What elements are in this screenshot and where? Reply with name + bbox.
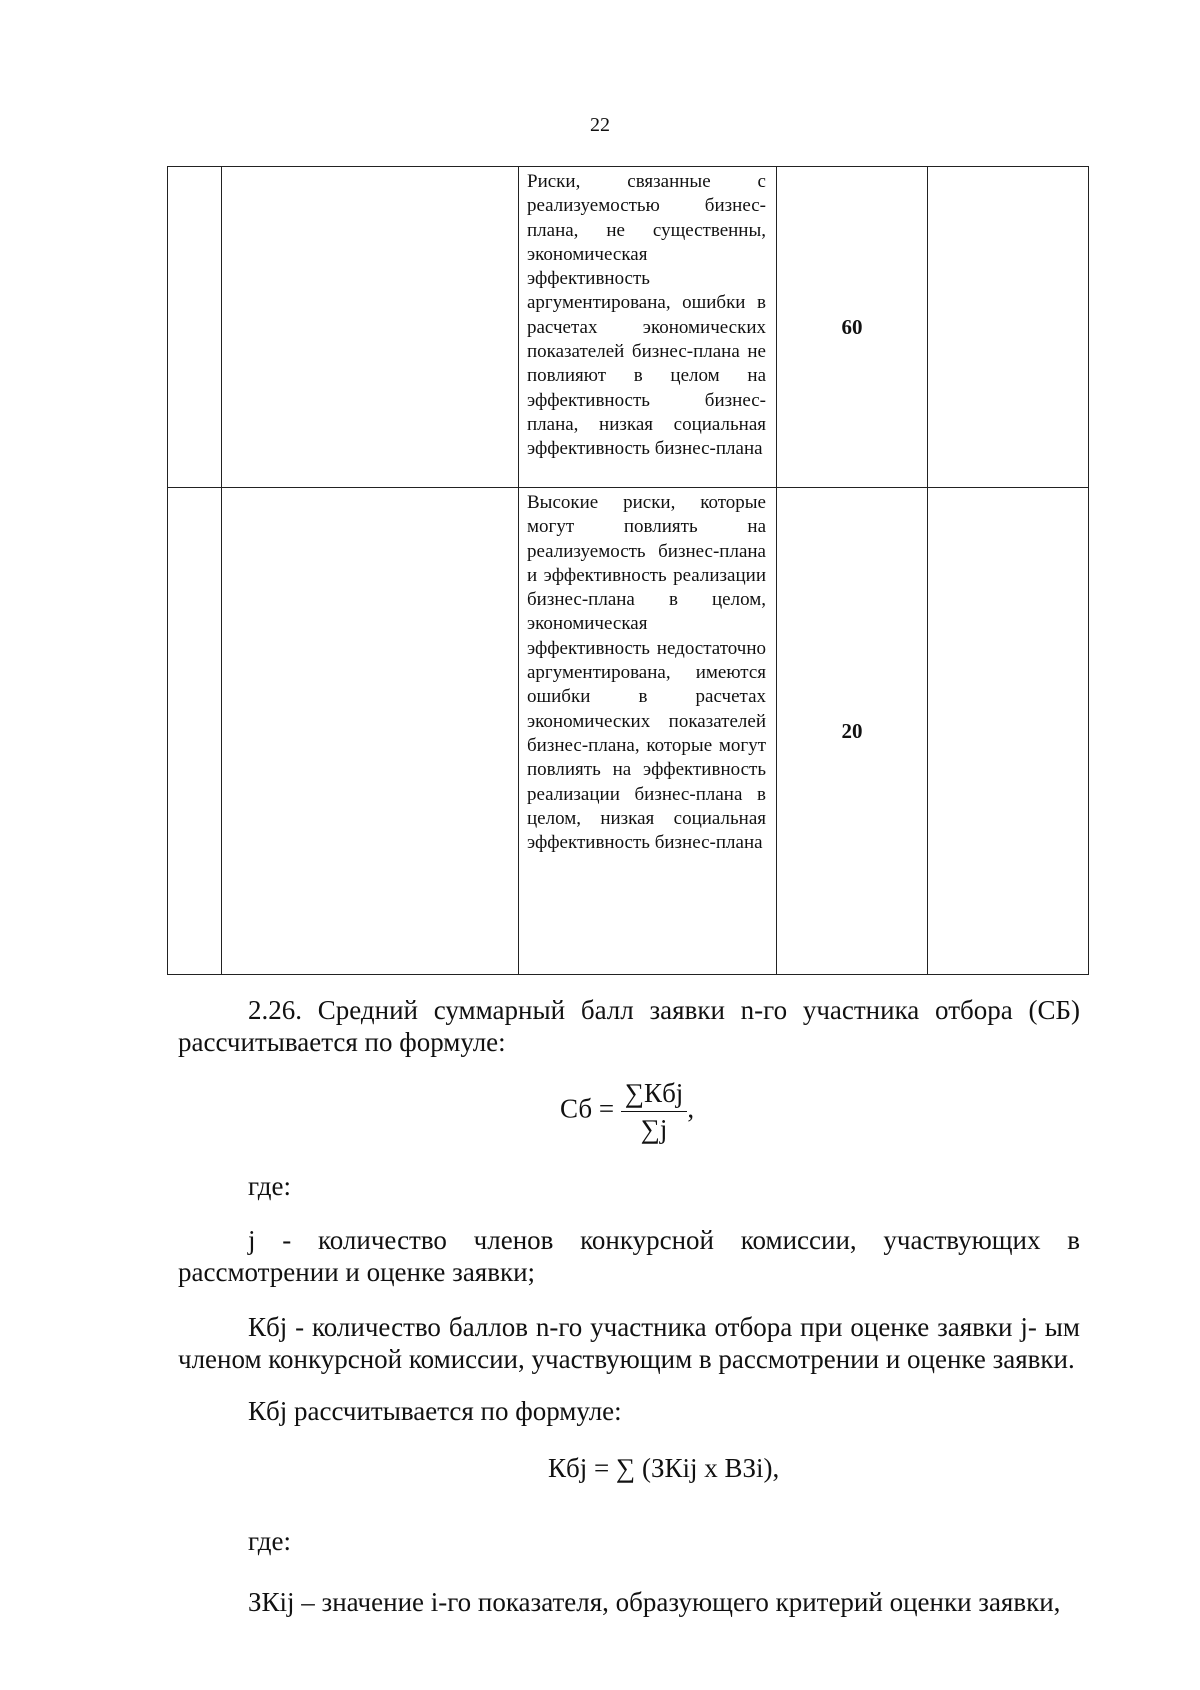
table-cell-weight [928, 167, 1089, 488]
table-row [168, 488, 1089, 975]
row-score: 20 [777, 488, 928, 975]
formula-fraction [621, 1078, 688, 1145]
table-cell-number [168, 167, 222, 488]
definition-zkij: ЗКij – значение i-го показателя, образующего критерий оценки заявки, [248, 1587, 1061, 1617]
where-label-2: где: [248, 1526, 291, 1556]
table-cell-number [168, 488, 222, 975]
kbj-formula-intro: Кбj рассчитывается по формуле: [248, 1396, 622, 1426]
table-cell-criterion [222, 488, 519, 975]
table-cell-weight [928, 488, 1089, 975]
formula-trail: , [687, 1093, 695, 1124]
formula-numerator: ∑Кбj [621, 1078, 688, 1112]
definition-j: j - количество членов конкурсной комиссии, участвующих в рассмотрении и оценке заявки; [178, 1225, 1080, 1287]
paragraph-2-26: 2.26. Средний суммарный балл заявки n-го участника отбора (СБ) рассчитывается по формуле: [178, 995, 1080, 1057]
where-label: где: [248, 1171, 291, 1201]
row-description: Риски, связанные с реализуемостью бизнес-плана, не существенны, экономическая эффективность аргументирована, ошибки в расчетах экономических показателей бизнес-плана не повлияют в целом на эффективность бизнес-плана, низкая социальная эффективность бизнес-плана [527, 171, 766, 460]
formula-average-score [560, 1078, 694, 1145]
table-cell-description [519, 488, 777, 975]
table-cell-description [519, 167, 777, 488]
table-row [168, 167, 1089, 488]
definition-kbj: Кбj - количество баллов n-го участника отбора при оценке заявки j- ым членом конкурсной комиссии, участвующим в рассмотрении и оценке заявки. [178, 1312, 1080, 1374]
table-cell-criterion [222, 167, 519, 488]
row-description: Высокие риски, которые могут повлиять на реализуемость бизнес-плана и эффективность реализации бизнес-плана в целом, экономическая эффективность недостаточно аргументирована, имеются ошибки в расчетах экономических показателей бизнес-плана, которые могут повлиять на эффективность реализации бизнес-плана в целом, низкая социальная эффективность бизнес-плана [527, 492, 766, 854]
formula-kbj: Кбj = ∑ (ЗКij x ВЗi), [548, 1453, 780, 1483]
formula-lhs: Сб = [560, 1093, 615, 1124]
row-score: 60 [777, 167, 928, 488]
formula-denominator: ∑j [640, 1114, 668, 1144]
criteria-table [167, 166, 1089, 975]
page-number: 22 [590, 114, 610, 136]
